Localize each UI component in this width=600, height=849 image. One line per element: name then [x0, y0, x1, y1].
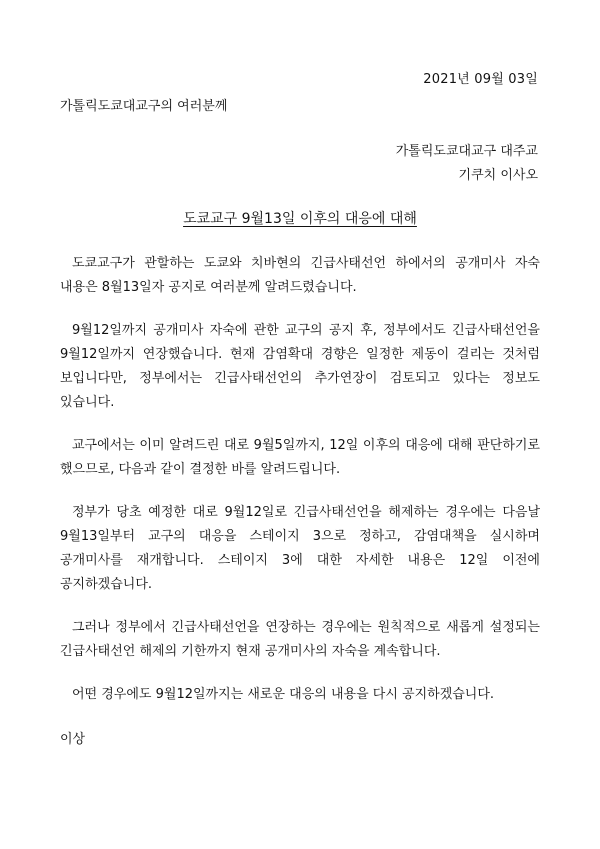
sender-organization: 가톨릭도쿄대교구 대주교 — [395, 144, 538, 159]
paragraph: 정부가 당초 예정한 대로 9월12일로 긴급사태선언을 해제하는 경우에는 다음날 9월13일부터 교구의 대응을 스테이지 3으로 정하고, 감염대책을 실시하며 공개미사를 재개합니다. 스테이지 3에 대한 자세한 내용은 12일 이전에 공지하겠습니다. — [60, 505, 540, 592]
letter-title: 도쿄교구 9월13일 이후의 대응에 대해 — [183, 211, 417, 227]
letter-body — [60, 252, 540, 726]
sender-name: 기쿠치 이사오 — [458, 168, 538, 183]
paragraph: 그러나 정부에서 긴급사태선언을 연장하는 경우에는 원칙적으로 새롭게 설정되는 긴급사태선언 해제의 기한까지 현재 공개미사의 자숙을 계속합니다. — [60, 620, 540, 659]
letter-title-wrap — [0, 208, 600, 228]
letter-date: 2021년 09월 03일 — [423, 72, 538, 87]
closing-mark: 이상 — [60, 732, 86, 747]
sender-block — [396, 140, 538, 188]
paragraph: 교구에서는 이미 알려드린 대로 9월5일까지, 12일 이후의 대응에 대해 판단하기로 했으므로, 다음과 같이 결정한 바를 알려드립니다. — [60, 438, 540, 477]
addressee: 가톨릭도쿄대교구의 여러분께 — [60, 99, 228, 114]
paragraph: 9월12일까지 공개미사 자숙에 관한 교구의 공지 후, 정부에서도 긴급사태선언을 9월12일까지 연장했습니다. 현재 감염확대 경향은 일정한 제동이 걸리는 것처럼 보입니다만, 정부에서는 긴급사태선언의 추가연장이 검토되고 있다는 정보도 있습니다. — [60, 323, 540, 410]
paragraph: 어떤 경우에도 9월12일까지는 새로운 대응의 내용을 다시 공지하겠습니다. — [72, 687, 495, 702]
paragraph: 도쿄교구가 관할하는 도쿄와 치바현의 긴급사태선언 하에서의 공개미사 자숙 내용은 8월13일자 공지로 여러분께 알려드렸습니다. — [60, 256, 540, 295]
